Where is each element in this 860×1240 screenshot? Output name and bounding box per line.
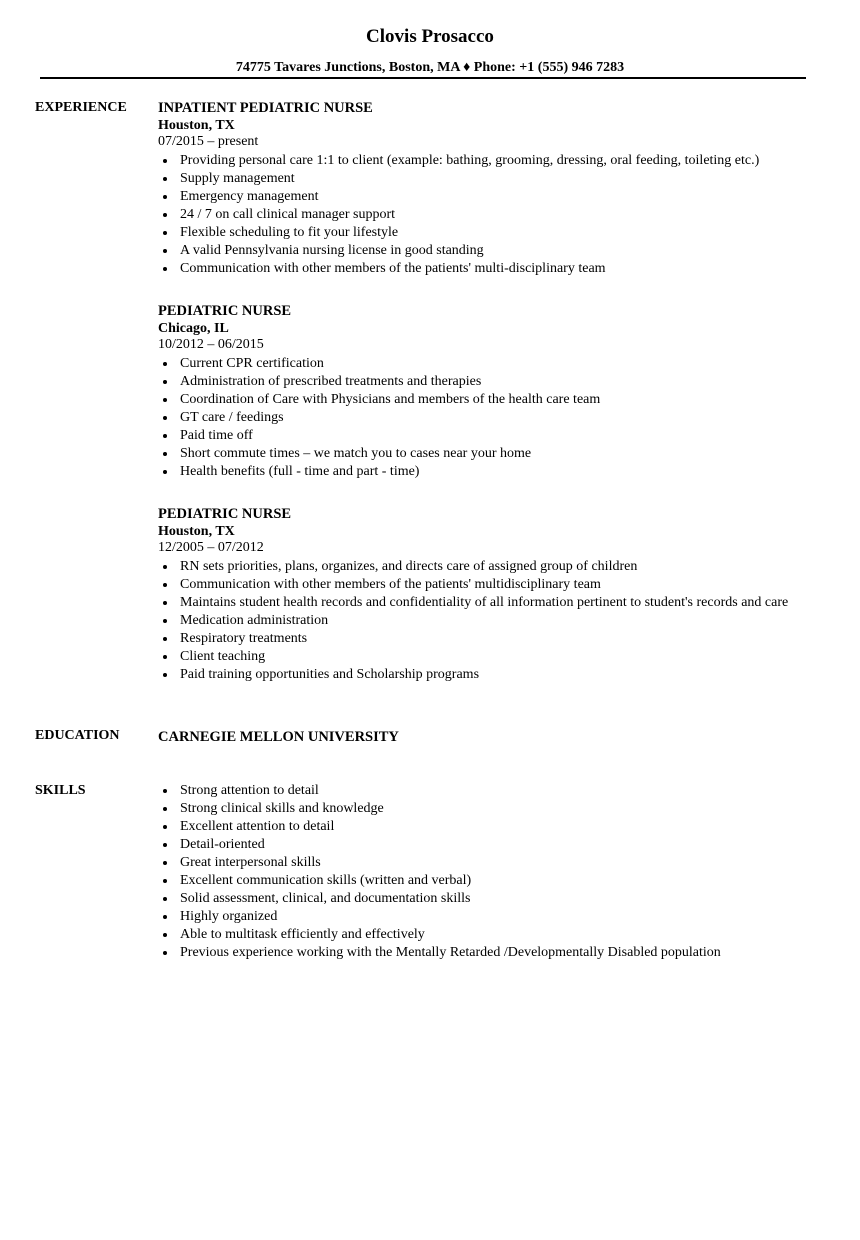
skill-item: [158, 854, 808, 872]
education-list: [158, 727, 808, 747]
school-name: CARNEGIE MELLON UNIVERSITY: [158, 729, 399, 745]
bullet-icon: [163, 789, 167, 793]
skill-text: Strong attention to detail: [180, 783, 319, 798]
duty-item: [158, 188, 808, 206]
duty-text: Providing personal care 1:1 to client (example: bathing, grooming, dressing, oral feeding, toileting etc.): [180, 153, 760, 168]
duty-item: [158, 594, 808, 612]
bullet-icon: [163, 673, 167, 677]
contact-line: 74775 Tavares Junctions, Boston, MA ♦ Phone: +1 (555) 946 7283: [235, 60, 625, 75]
bullet-icon: [163, 951, 167, 955]
duty-item: [158, 648, 808, 666]
bullet-icon: [163, 601, 167, 605]
bullet-icon: [163, 807, 167, 811]
candidate-name: Clovis Prosacco: [366, 26, 494, 47]
duty-item: [158, 409, 808, 427]
skill-text: Highly organized: [180, 909, 278, 924]
duty-text: GT care / feedings: [180, 410, 284, 425]
bullet-icon: [163, 416, 167, 420]
bullet-icon: [163, 879, 167, 883]
duty-text: Communication with other members of the patients' multidisciplinary team: [180, 577, 601, 592]
bullet-icon: [163, 177, 167, 181]
job-location: Houston, TX: [158, 524, 235, 539]
bullet-icon: [163, 213, 167, 217]
skill-text: Solid assessment, clinical, and documentation skills: [180, 891, 471, 906]
skill-text: Strong clinical skills and knowledge: [180, 801, 384, 816]
duty-text: Supply management: [180, 171, 295, 186]
job-location: Houston, TX: [158, 118, 235, 133]
bullet-icon: [163, 619, 167, 623]
bullet-icon: [163, 825, 167, 829]
duty-text: Medication administration: [180, 613, 329, 628]
job-dates: 07/2015 – present: [158, 134, 259, 149]
duty-item: [158, 170, 808, 188]
job-title: PEDIATRIC NURSE: [158, 303, 292, 319]
job-duties: [158, 355, 808, 481]
bullet-icon: [163, 897, 167, 901]
skill-text: Excellent communication skills (written and verbal): [180, 873, 472, 888]
duty-text: Maintains student health records and confidentiality of all information pertinent to student's records and care: [180, 595, 789, 610]
duty-item: [158, 355, 808, 373]
job-title: PEDIATRIC NURSE: [158, 506, 292, 522]
skill-item: [158, 818, 808, 836]
duty-text: Paid training opportunities and Scholarship programs: [180, 667, 480, 682]
skills-list-wrapper: [158, 782, 808, 962]
bullet-icon: [163, 380, 167, 384]
duty-item: [158, 576, 808, 594]
bullet-icon: [163, 159, 167, 163]
duty-text: Current CPR certification: [180, 356, 324, 371]
duty-text: Coordination of Care with Physicians and members of the health care team: [180, 392, 601, 407]
bullet-icon: [163, 249, 167, 253]
duty-text: Administration of prescribed treatments and therapies: [180, 374, 482, 389]
experience-list: [158, 99, 808, 708]
duty-item: [158, 373, 808, 391]
bullet-icon: [163, 655, 167, 659]
duty-text: Client teaching: [180, 649, 266, 664]
bullet-icon: [163, 195, 167, 199]
skill-item: [158, 836, 808, 854]
skill-item: [158, 890, 808, 908]
job-dates: 10/2012 – 06/2015: [158, 337, 264, 352]
job-entry: [158, 302, 808, 481]
bullet-icon: [163, 915, 167, 919]
duty-text: Health benefits (full - time and part - time): [180, 464, 420, 479]
duty-item: [158, 206, 808, 224]
duty-item: [158, 666, 808, 684]
section-label-experience: EXPERIENCE: [35, 100, 127, 115]
bullet-icon: [163, 933, 167, 937]
duty-text: Paid time off: [180, 428, 253, 443]
skill-item: [158, 944, 808, 962]
duty-item: [158, 612, 808, 630]
duty-text: Short commute times – we match you to cases near your home: [180, 446, 532, 461]
skill-item: [158, 908, 808, 926]
bullet-icon: [163, 452, 167, 456]
bullet-icon: [163, 583, 167, 587]
job-entry: [158, 99, 808, 278]
job-entry: [158, 505, 808, 684]
skills-list: [158, 782, 808, 962]
bullet-icon: [163, 362, 167, 366]
bullet-icon: [163, 398, 167, 402]
duty-text: RN sets priorities, plans, organizes, and directs care of assigned group of children: [180, 559, 638, 574]
bullet-icon: [163, 637, 167, 641]
skill-item: [158, 800, 808, 818]
skill-text: Great interpersonal skills: [180, 855, 321, 870]
duty-item: [158, 445, 808, 463]
duty-item: [158, 152, 808, 170]
duty-text: Flexible scheduling to fit your lifestyle: [180, 225, 399, 240]
duty-item: [158, 463, 808, 481]
skill-text: Excellent attention to detail: [180, 819, 335, 834]
skill-text: Able to multitask efficiently and effectively: [180, 927, 425, 942]
header-divider: [40, 77, 806, 79]
bullet-icon: [163, 843, 167, 847]
resume-header: [0, 0, 860, 77]
section-label-education: EDUCATION: [35, 728, 120, 743]
duty-item: [158, 391, 808, 409]
bullet-icon: [163, 434, 167, 438]
job-duties: [158, 558, 808, 684]
duty-item: [158, 427, 808, 445]
duty-item: [158, 260, 808, 278]
job-location: Chicago, IL: [158, 321, 229, 336]
bullet-icon: [163, 267, 167, 271]
bullet-icon: [163, 861, 167, 865]
skill-text: Detail-oriented: [180, 837, 265, 852]
duty-text: Respiratory treatments: [180, 631, 308, 646]
duty-text: A valid Pennsylvania nursing license in good standing: [180, 243, 484, 258]
section-label-skills: SKILLS: [35, 783, 86, 798]
job-title: INPATIENT PEDIATRIC NURSE: [158, 100, 373, 116]
duty-item: [158, 558, 808, 576]
duty-item: [158, 242, 808, 260]
skill-item: [158, 782, 808, 800]
skill-item: [158, 872, 808, 890]
duty-text: 24 / 7 on call clinical manager support: [180, 207, 395, 222]
skill-item: [158, 926, 808, 944]
duty-item: [158, 630, 808, 648]
bullet-icon: [163, 470, 167, 474]
job-duties: [158, 152, 808, 278]
duty-text: Emergency management: [180, 189, 319, 204]
skill-text: Previous experience working with the Mentally Retarded /Developmentally Disabled population: [180, 945, 721, 960]
bullet-icon: [163, 565, 167, 569]
job-dates: 12/2005 – 07/2012: [158, 540, 264, 555]
bullet-icon: [163, 231, 167, 235]
duty-item: [158, 224, 808, 242]
duty-text: Communication with other members of the patients' multi-disciplinary team: [180, 261, 606, 276]
